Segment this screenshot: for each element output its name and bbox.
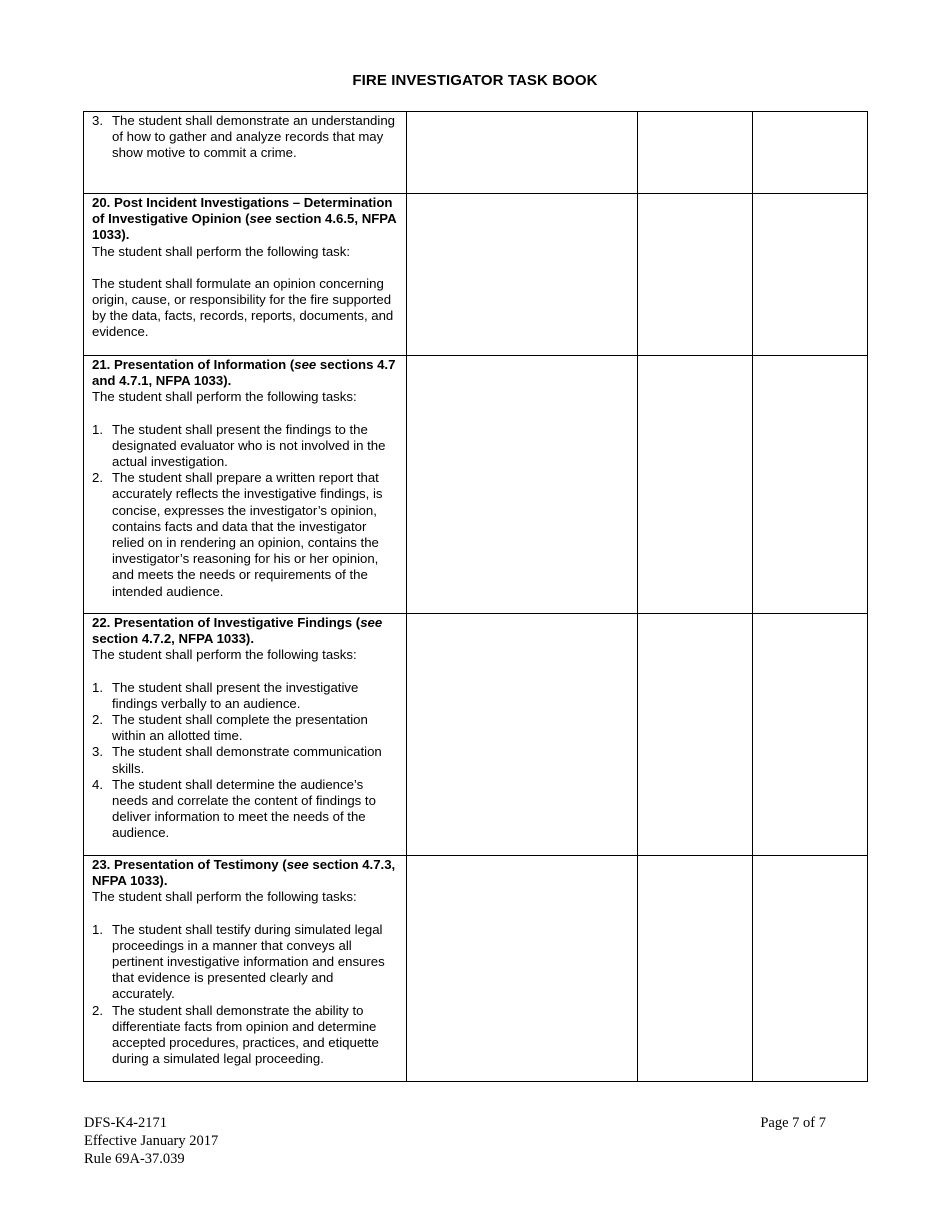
list-item xyxy=(92,113,398,162)
task-description-cell xyxy=(84,356,407,614)
date-cell[interactable] xyxy=(638,194,753,356)
date-cell[interactable] xyxy=(638,356,753,614)
table-row xyxy=(84,614,868,856)
table-row xyxy=(84,356,868,614)
initials-cell[interactable] xyxy=(753,356,868,614)
task-description-cell xyxy=(84,856,407,1082)
effective-date: Effective January 2017 xyxy=(84,1133,219,1149)
section-heading: 22. Presentation of Investigative Findings (see section 4.7.2, NFPA 1033). xyxy=(92,615,383,647)
list-item: 3. The student shall demonstrate communication skills. xyxy=(92,744,382,776)
date-cell[interactable] xyxy=(638,112,753,194)
task-description-cell xyxy=(84,194,407,356)
list-item: 1. The student shall present the investigative findings verbally to an audience. xyxy=(92,679,359,711)
rule-number: Rule 69A-37.039 xyxy=(84,1151,185,1167)
list-item: 2. The student shall prepare a written report that accurately reflects the investigative findings, is concise, expresses the investigator’s opinion, contains facts and data that the investigator relied on in rendering an opinion, contains the investigator’s reasoning for his or her opinion, and meets the needs or requirements of the intended audience. xyxy=(92,470,383,599)
date-cell[interactable] xyxy=(638,856,753,1082)
section-intro: The student shall perform the following task: xyxy=(92,243,351,259)
section-intro: The student shall perform the following tasks: xyxy=(92,889,357,905)
table-row xyxy=(84,194,868,356)
table-row xyxy=(84,856,868,1082)
task-description-cell xyxy=(84,614,407,856)
list-item: 2. The student shall demonstrate the ability to differentiate facts from opinion and determine accepted procedures, practices, and etiquette during a simulated legal proceeding. xyxy=(92,1002,379,1067)
initials-cell[interactable] xyxy=(753,112,868,194)
evaluation-cell[interactable] xyxy=(407,112,638,194)
task-list xyxy=(92,113,398,162)
list-item: 1. The student shall present the findings to the designated evaluator who is not involved in the actual investigation. xyxy=(92,421,386,470)
initials-cell[interactable] xyxy=(753,614,868,856)
list-item: 1. The student shall testify during simulated legal proceedings in a manner that conveys all pertinent investigative information and ensures that evidence is presented clearly and accurately. xyxy=(92,921,385,1002)
list-item-text: The student shall demonstrate an understanding of how to gather and analyze records that may show motive to commit a crime. xyxy=(112,113,395,161)
task-list xyxy=(92,680,398,842)
evaluation-cell[interactable] xyxy=(407,356,638,614)
initials-cell[interactable] xyxy=(753,856,868,1082)
list-item: 4. The student shall determine the audience’s needs and correlate the content of findings to deliver information to meet the needs of the audience. xyxy=(92,776,376,841)
task-list xyxy=(92,922,398,1068)
page-number: Page 7 of 7 xyxy=(760,1115,826,1131)
section-heading: 21. Presentation of Information (see sections 4.7 and 4.7.1, NFPA 1033). xyxy=(92,357,396,389)
table-row xyxy=(84,112,868,194)
task-list xyxy=(92,422,398,600)
section-heading: 23. Presentation of Testimony (see section 4.7.3, NFPA 1033). xyxy=(92,857,396,889)
initials-cell[interactable] xyxy=(753,194,868,356)
document-title: FIRE INVESTIGATOR TASK BOOK xyxy=(352,72,598,89)
list-item: 2. The student shall complete the presentation within an allotted time. xyxy=(92,712,368,744)
task-description-cell xyxy=(84,112,407,194)
section-intro: The student shall perform the following tasks: xyxy=(92,647,357,663)
evaluation-cell[interactable] xyxy=(407,194,638,356)
list-item-number: 3. xyxy=(92,113,103,128)
section-intro: The student shall perform the following tasks: xyxy=(92,389,357,405)
task-table xyxy=(83,111,868,1082)
section-heading: 20. Post Incident Investigations – Determination of Investigative Opinion (see section 4.6.5, NFPA 1033). xyxy=(92,195,397,243)
date-cell[interactable] xyxy=(638,614,753,856)
form-number: DFS-K4-2171 xyxy=(84,1115,167,1131)
evaluation-cell[interactable] xyxy=(407,856,638,1082)
section-paragraph: The student shall formulate an opinion concerning origin, cause, or responsibility for the fire supported by the data, facts, records, reports, documents, and evidence. xyxy=(92,275,394,340)
footer-document-info xyxy=(84,1114,218,1168)
evaluation-cell[interactable] xyxy=(407,614,638,856)
